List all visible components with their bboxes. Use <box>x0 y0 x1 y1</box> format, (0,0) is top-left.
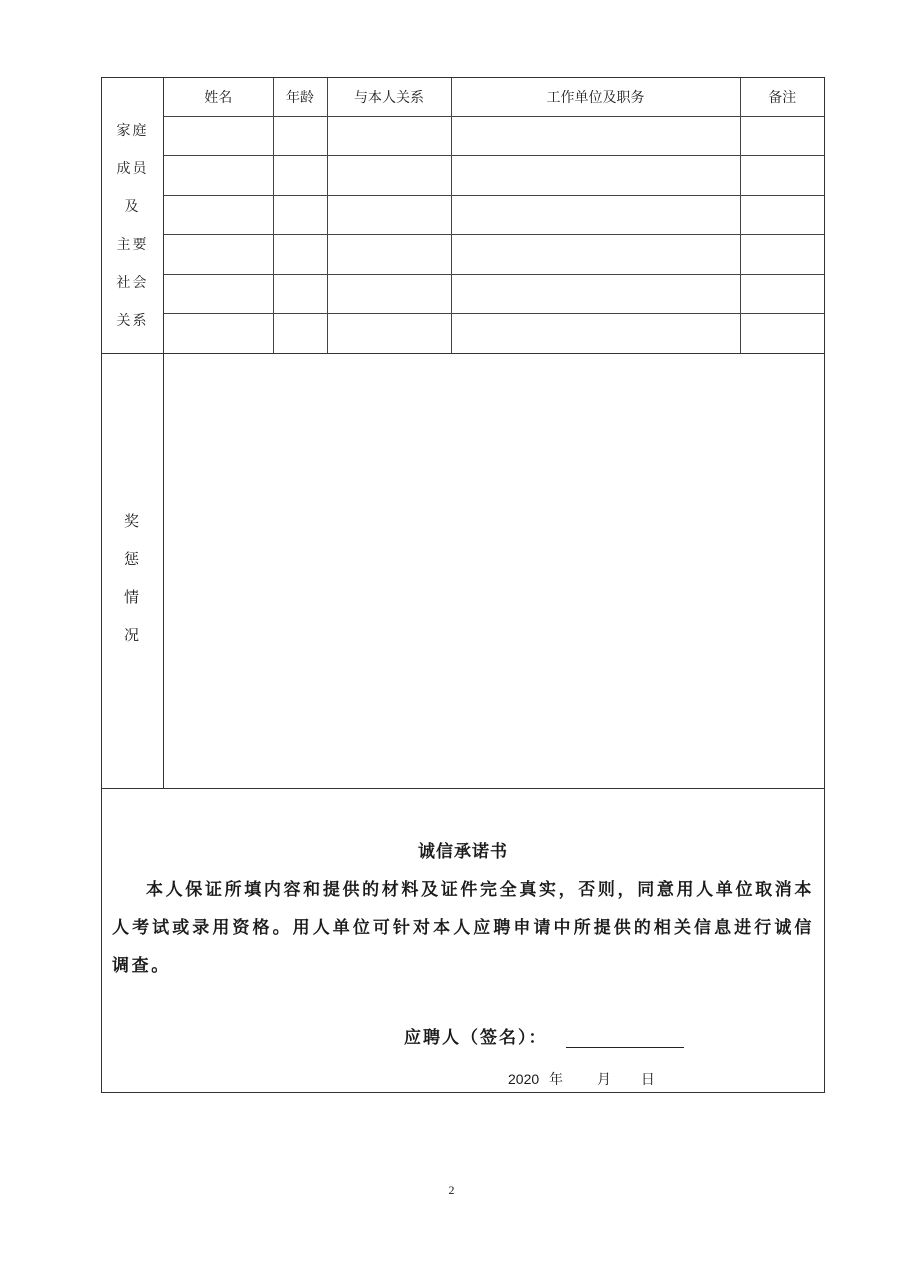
table-row <box>164 156 824 196</box>
awards-side-label <box>102 354 164 788</box>
column-header-remarks: 备注 <box>740 78 824 116</box>
awards-section <box>102 354 824 789</box>
age-cell[interactable] <box>273 195 327 235</box>
date-year: 2020 <box>508 1071 540 1087</box>
family-label-line: 家庭 <box>116 123 149 139</box>
name-cell[interactable] <box>164 274 273 314</box>
age-cell[interactable] <box>273 314 327 353</box>
awards-label-char: 况 <box>123 626 141 644</box>
date-year-unit: 年 <box>549 1071 564 1087</box>
remarks-cell[interactable] <box>740 156 824 196</box>
table-row <box>164 116 824 156</box>
table-header-row <box>164 78 824 116</box>
relation-cell[interactable] <box>327 156 451 196</box>
name-cell[interactable] <box>164 235 273 275</box>
table-row <box>164 195 824 235</box>
awards-content-area[interactable] <box>164 354 824 788</box>
remarks-cell[interactable] <box>740 274 824 314</box>
employer-cell[interactable] <box>451 195 740 235</box>
family-section <box>102 78 824 354</box>
family-label-line: 关系 <box>116 313 149 329</box>
table-row <box>164 274 824 314</box>
table-row <box>164 235 824 275</box>
awards-label-char: 情 <box>123 588 141 606</box>
remarks-cell[interactable] <box>740 314 824 353</box>
signature-label: 应聘人（签名）： <box>404 1028 548 1048</box>
date-line <box>508 1069 655 1089</box>
age-cell[interactable] <box>273 116 327 156</box>
age-cell[interactable] <box>273 274 327 314</box>
name-cell[interactable] <box>164 314 273 353</box>
application-form <box>101 77 825 1093</box>
remarks-cell[interactable] <box>740 235 824 275</box>
employer-cell[interactable] <box>451 116 740 156</box>
family-label-line: 主要 <box>116 237 149 253</box>
column-header-age: 年龄 <box>273 78 327 116</box>
signature-field[interactable] <box>566 1047 684 1048</box>
family-side-label <box>102 78 164 353</box>
family-table <box>164 78 824 353</box>
date-day-unit: 日 <box>640 1071 655 1087</box>
family-label-line: 成员 <box>116 161 149 177</box>
remarks-cell[interactable] <box>740 116 824 156</box>
age-cell[interactable] <box>273 235 327 275</box>
date-month-unit: 月 <box>596 1071 611 1087</box>
column-header-employer: 工作单位及职务 <box>451 78 740 116</box>
page-number: 2 <box>448 1183 455 1197</box>
relation-cell[interactable] <box>327 274 451 314</box>
employer-cell[interactable] <box>451 274 740 314</box>
name-cell[interactable] <box>164 195 273 235</box>
column-header-relation: 与本人关系 <box>327 78 451 116</box>
awards-label-char: 奖 <box>123 512 141 530</box>
employer-cell[interactable] <box>451 314 740 353</box>
pledge-title: 诚信承诺书 <box>418 842 508 862</box>
employer-cell[interactable] <box>451 156 740 196</box>
family-label-line: 社会 <box>116 275 149 291</box>
relation-cell[interactable] <box>327 235 451 275</box>
relation-cell[interactable] <box>327 116 451 156</box>
pledge-body: 本人保证所填内容和提供的材料及证件完全真实，否则，同意用人单位取消本人考试或录用资格。用人单位可针对本人应聘申请中所提供的相关信息进行诚信调查。 <box>112 880 814 976</box>
awards-label-char: 惩 <box>123 550 141 568</box>
relation-cell[interactable] <box>327 314 451 353</box>
employer-cell[interactable] <box>451 235 740 275</box>
name-cell[interactable] <box>164 156 273 196</box>
table-row <box>164 314 824 353</box>
column-header-name: 姓名 <box>164 78 273 116</box>
remarks-cell[interactable] <box>740 195 824 235</box>
relation-cell[interactable] <box>327 195 451 235</box>
age-cell[interactable] <box>273 156 327 196</box>
name-cell[interactable] <box>164 116 273 156</box>
family-label-line: 及 <box>124 199 141 215</box>
integrity-pledge <box>102 789 824 1092</box>
